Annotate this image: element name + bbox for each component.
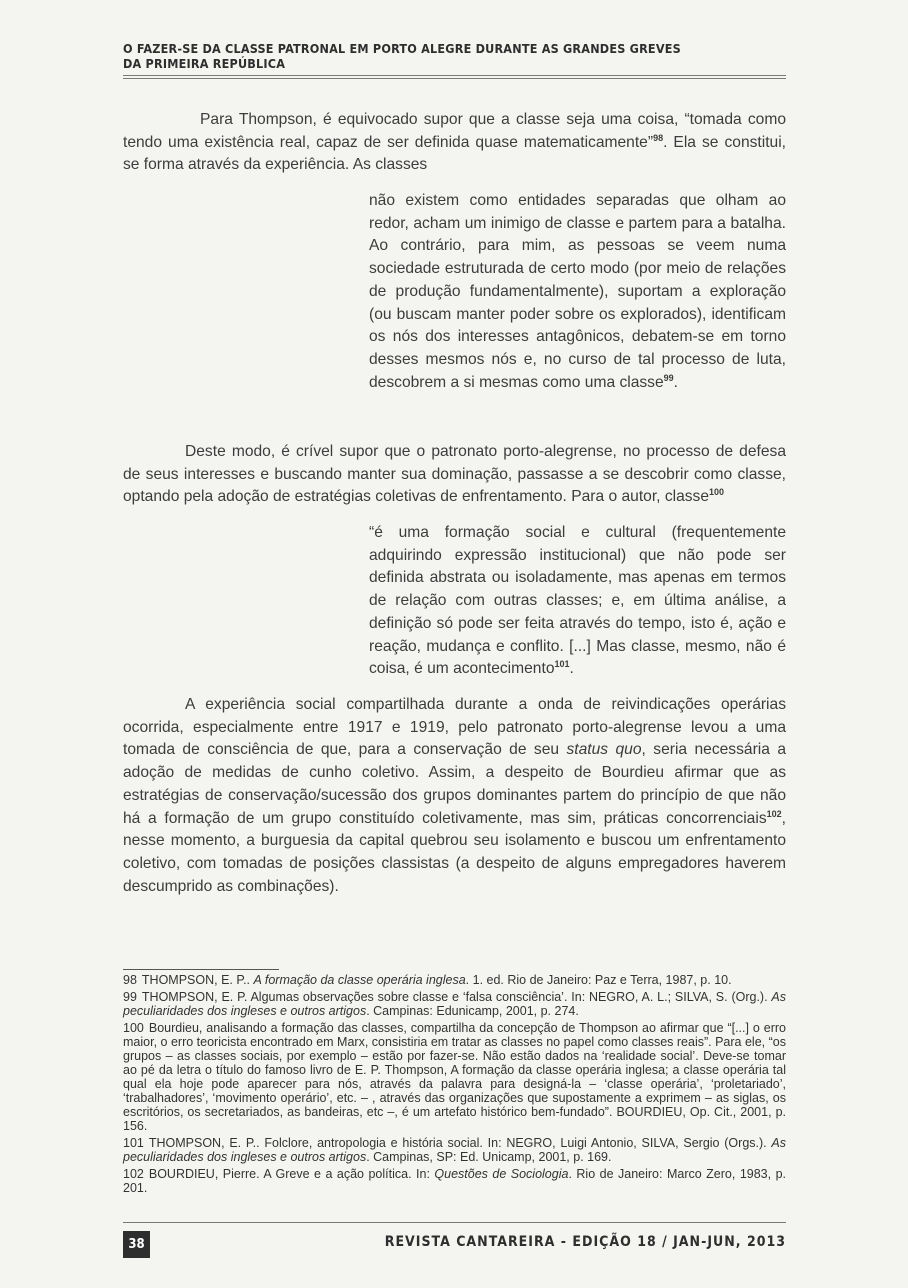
footnote-102: 102 BOURDIEU, Pierre. A Greve e a ação política. In: Questões de Sociologia. Rio de Janeiro: Marco Zero, 1983, p. 201. [123, 1167, 786, 1195]
footnote-101: 101 THOMPSON, E. P.. Folclore, antropologia e história social. In: NEGRO, Luigi Antonio, SILVA, Sergio (Orgs.). As peculiaridades dos ingleses e outros artigos. Campinas, SP: Ed. Unicamp, 2001, p. 169. [123, 1136, 786, 1164]
footnote-ref-99[interactable]: 99 [663, 372, 674, 383]
block-quote-2-text: “é uma formação social e cultural (frequentemente adquirindo expressão institucional) que não pode ser definida abstrata ou isoladamente, mas apenas em termos de relação com outras classes; e, em última análise, a definição só pode ser feita através do tempo, isto é, ação e reação, mudança e conflito. [...] Mas classe, mesmo, não é coisa, é um acontecimento [369, 524, 786, 678]
block-quote-2 [369, 522, 786, 681]
paragraph-3-emphasis: status quo [566, 741, 642, 759]
paragraph-2 [123, 441, 786, 509]
footer-divider [123, 1222, 786, 1223]
paragraph-2-text: Deste modo, é crível supor que o patronato porto-alegrense, no processo de defesa de seus interesses e buscando manter sua dominação, passasse a se descobrir como classe, optando pela adoção de estratégias coletivas de enfrentamento. Para o autor, classe [123, 443, 786, 506]
page-number: 38 [123, 1231, 150, 1258]
header-divider [123, 75, 786, 76]
footnote-ref-101[interactable]: 101 [554, 659, 570, 670]
footnote-ref-102[interactable]: 102 [766, 808, 782, 819]
running-header-title: O FAZER-SE DA CLASSE PATRONAL EM PORTO ALEGRE DURANTE AS GRANDES GREVES DA PRIMEIRA REPÚBLICA [123, 41, 681, 71]
paragraph-1 [123, 109, 786, 177]
block-quote-2-end: . [569, 660, 574, 678]
footnote-99: 99 THOMPSON, E. P. Algumas observações sobre classe e ‘falsa consciência’. In: NEGRO, A. L.; SILVA, S. (Org.). As peculiaridades dos ingleses e outros artigos. Campinas: Edunicamp, 2001, p. 274. [123, 990, 786, 1018]
paragraph-3 [123, 694, 786, 898]
header-divider-secondary [123, 78, 786, 79]
footnote-98: 98 THOMPSON, E. P.. A formação da classe operária inglesa. 1. ed. Rio de Janeiro: Paz e Terra, 1987, p. 10. [123, 973, 732, 987]
paragraph-3-text-c: , nesse momento, a burguesia da capital quebrou seu isolamento e buscou um enfrentamento coletivo, com tomadas de posições classistas (a despeito de alguns empregadores haverem descumprido as combinações). [123, 809, 786, 895]
journal-name: REVISTA CANTAREIRA - EDIÇÃO 18 / JAN-JUN, 2013 [384, 1234, 786, 1250]
footnotes [123, 973, 786, 1198]
paragraph-1-text: Para Thompson, é equivocado supor que a classe seja uma coisa, “tomada como tendo uma existência real, capaz de ser definida quase matematicamente” [123, 111, 786, 151]
footnote-ref-100[interactable]: 100 [709, 487, 725, 498]
footnote-ref-98[interactable]: 98 [653, 132, 664, 143]
paragraph-3-text-a: A experiência social compartilhada durante a onda de reivindicações operárias ocorrida, especialmente entre 1917 e 1919, pelo patronato porto-alegrense levou a uma tomada de consciência de que, para a conservação de seu [123, 696, 786, 759]
footnote-100: 100 Bourdieu, analisando a formação das classes, compartilha da concepção de Thompson ao afirmar que “[...] o erro maior, o erro teoricista encontrado em Marx, consistiria em tratar as classes no papel como classes reais”. Para ele, “os grupos – as classes sociais, por exemplo – estão por fazer-se. Não estão dados na ‘realidade social’. Deve-se tomar ao pé da letra o título do famoso livro de E. P. Thompson, A formação da classe operária inglesa; a classe operária tal qual ela hoje pode aparecer para nós, através da palavra para designá-la – ‘classe operária’, ‘proletariado’, ‘trabalhadores’, ‘movimento operário’, etc. – , através das organizações que supostamente a exprimem – as siglas, os escritórios, os secretariados, as bandeiras, etc –, é um artefato histórico bem-fundado”. BOURDIEU, Op. Cit., 2001, p. 156. [123, 1021, 786, 1133]
paragraph-1-end: . Ela se constitui, se forma através da experiência. As classes [123, 133, 787, 174]
paragraph-3-text-b: , seria necessária a adoção de medidas de cunho coletivo. Assim, a despeito de Bourdieu afirmar que as estratégias de conservação/sucessão dos grupos dominantes partem do princípio de que não há a formação de um grupo constituído coletivamente, mas sim, práticas concorrenciais [123, 741, 786, 827]
block-quote-1-text: não existem como entidades separadas que olham ao redor, acham um inimigo de classe e partem para a batalha. Ao contrário, para mim, as pessoas se veem numa sociedade estruturada de certo modo (por meio de relações de produção fundamentalmente), suportam a exploração (ou buscam manter poder sobre os explorados), identificam os nós dos interesses antagônicos, debatem-se em torno desses mesmos nós e, no curso de tal processo de luta, descobrem a si mesmas como uma classe [369, 192, 786, 391]
footnote-separator [123, 969, 279, 970]
block-quote-1-end: . [673, 373, 679, 391]
block-quote-1 [369, 190, 786, 394]
